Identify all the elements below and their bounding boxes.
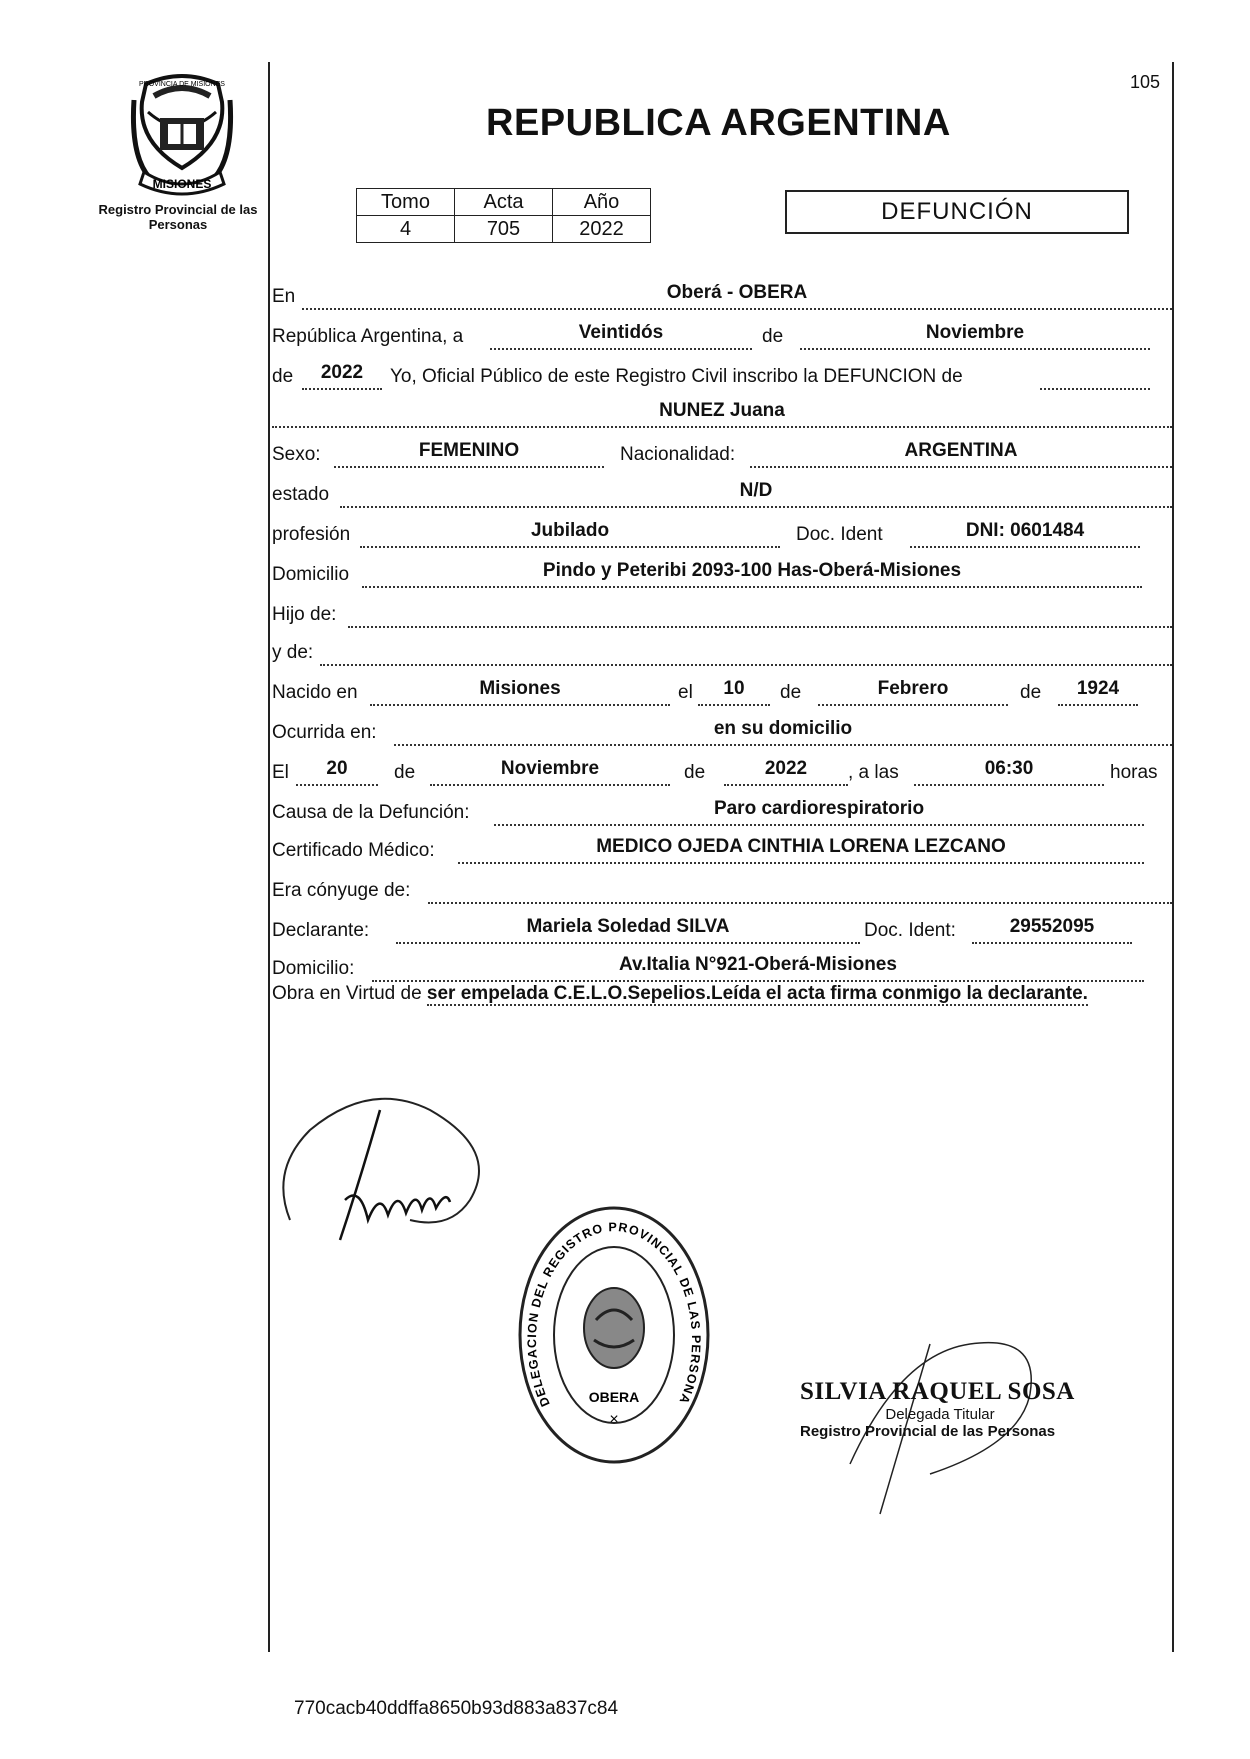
obra-label: Obra en Virtud de: [272, 983, 422, 1004]
tomo-header: Tomo: [357, 189, 455, 216]
row-profesion: [272, 518, 1172, 548]
acta-header: Acta: [455, 189, 553, 216]
declarante-value: Mariela Soledad SILVA: [396, 912, 860, 944]
el-cap-label: El: [272, 762, 289, 783]
nacido-lugar-value: Misiones: [370, 674, 670, 706]
hijo-label: Hijo de:: [272, 604, 337, 625]
anio-value: 2022: [553, 216, 651, 243]
certificado-label: Certificado Médico:: [272, 840, 435, 861]
signer-name: SILVIA RAQUEL SOSA: [800, 1378, 1075, 1405]
crest-text: PROVINCIA DE MISIONES: [139, 81, 225, 88]
de-label-5: de: [394, 762, 416, 783]
a-las-label: , a las: [848, 762, 899, 783]
domicilio2-label: Domicilio:: [272, 958, 355, 979]
row-certificado: [272, 834, 1172, 864]
row-ocurrida: [272, 716, 1172, 746]
provincial-crest-logo: [126, 72, 238, 200]
obra-value: ser empelada C.E.L.O.Sepelios.Leída el acta firma conmigo la declarante.: [426, 983, 1088, 1004]
acta-value: 705: [455, 216, 553, 243]
sexo-label: Sexo:: [272, 444, 321, 465]
row-conyuge: [272, 874, 1172, 904]
place-value: Oberá - OBERA: [302, 278, 1172, 310]
record-type-box: DEFUNCIÓN: [785, 190, 1129, 234]
tomo-value: 4: [357, 216, 455, 243]
hijo-value: [348, 596, 1172, 628]
row-estado: [272, 478, 1172, 508]
profesion-value: Jubilado: [360, 516, 780, 548]
year-value: 2022: [302, 358, 382, 390]
month-value: Noviembre: [800, 318, 1150, 350]
profesion-label: profesión: [272, 524, 351, 545]
registry-label: Registro Provincial de las Personas: [98, 202, 258, 232]
row-nacido: [272, 676, 1172, 706]
right-margin-line: [1172, 62, 1174, 1652]
row-statement: [272, 360, 1172, 390]
de-label-6: de: [684, 762, 706, 783]
ocurrida-value: en su domicilio: [394, 714, 1172, 746]
certificado-value: MEDICO OJEDA CINTHIA LORENA LEZCANO: [458, 832, 1144, 864]
doc-ident-value: DNI: 0601484: [910, 516, 1140, 548]
left-margin-line: [268, 62, 270, 1652]
declarant-signature: [270, 1070, 510, 1280]
declarante-label: Declarante:: [272, 920, 370, 941]
de-label-2: de: [272, 366, 294, 387]
domicilio2-value: Av.Italia N°921-Oberá-Misiones: [372, 950, 1144, 982]
row-causa: [272, 796, 1172, 826]
de-label-3: de: [780, 682, 802, 703]
de-label: de: [762, 326, 784, 347]
official-seal: [516, 1204, 712, 1466]
causa-label: Causa de la Defunción:: [272, 802, 470, 823]
el-label: el: [678, 682, 693, 703]
horas-label: horas: [1110, 762, 1158, 783]
day-words-value: Veintidós: [490, 318, 752, 350]
seal-city: OBERA: [588, 1389, 640, 1405]
row-declarante: [272, 914, 1172, 944]
signer-role: Delegada Titular: [885, 1406, 995, 1423]
statement-text: Yo, Oficial Público de este Registro Civil inscribo la DEFUNCION de: [390, 366, 963, 387]
page-number: 105: [1130, 72, 1161, 92]
row-name: [272, 398, 1172, 428]
de-label-4: de: [1020, 682, 1042, 703]
domicilio-value: Pindo y Peteribi 2093-100 Has-Oberá-Misiones: [362, 556, 1142, 588]
row-sex-nationality: [272, 438, 1172, 468]
doc-ident2-label: Doc. Ident:: [864, 920, 956, 941]
death-month-value: Noviembre: [430, 754, 670, 786]
svg-text:MISIONES: MISIONES: [152, 177, 212, 191]
svg-text:×: ×: [609, 1411, 619, 1428]
deceased-name-value: NUNEZ Juana: [272, 396, 1172, 428]
row-y-de: [272, 636, 1172, 666]
death-year-value: 2022: [724, 754, 848, 786]
record-table: [356, 188, 651, 243]
signer-office: Registro Provincial de las Personas: [800, 1423, 1056, 1440]
en-label: En: [272, 286, 296, 307]
statement-blank: [1040, 358, 1150, 390]
row-date: [272, 320, 1172, 350]
conyuge-value: [428, 872, 1172, 904]
signer-block: [800, 1378, 1100, 1440]
doc-ident-label: Doc. Ident: [796, 524, 883, 545]
obra-paragraph: [272, 980, 1172, 1008]
ocurrida-label: Ocurrida en:: [272, 722, 377, 743]
death-day-value: 20: [296, 754, 378, 786]
doc-ident2-value: 29552095: [972, 912, 1132, 944]
seal-ring-text: DELEGACION DEL REGISTRO PROVINCIAL DE LAS PERSONA: [524, 1220, 704, 1409]
row-hijo: [272, 598, 1172, 628]
row-domicilio2: [272, 952, 1172, 982]
estado-label: estado: [272, 484, 330, 505]
nacionalidad-value: ARGENTINA: [750, 436, 1172, 468]
page-title: REPUBLICA ARGENTINA: [486, 102, 951, 144]
nacionalidad-label: Nacionalidad:: [620, 444, 736, 465]
anio-header: Año: [553, 189, 651, 216]
birth-year-value: 1924: [1058, 674, 1138, 706]
nacido-label: Nacido en: [272, 682, 358, 703]
causa-value: Paro cardiorespiratorio: [494, 794, 1144, 826]
republic-label: República Argentina, a: [272, 326, 464, 347]
estado-value: N/D: [340, 476, 1172, 508]
document-hash: 770cacb40ddffa8650b93d883a837c84: [294, 1698, 619, 1719]
birth-month-value: Febrero: [818, 674, 1008, 706]
birth-day-value: 10: [698, 674, 770, 706]
domicilio-label: Domicilio: [272, 564, 350, 585]
death-time-value: 06:30: [914, 754, 1104, 786]
row-place: [272, 280, 1172, 310]
conyuge-label: Era cónyuge de:: [272, 880, 411, 901]
row-death-date: [272, 756, 1172, 786]
y-de-value: [320, 634, 1172, 666]
sexo-value: FEMENINO: [334, 436, 604, 468]
row-domicilio: [272, 558, 1172, 588]
y-de-label: y de:: [272, 642, 314, 663]
